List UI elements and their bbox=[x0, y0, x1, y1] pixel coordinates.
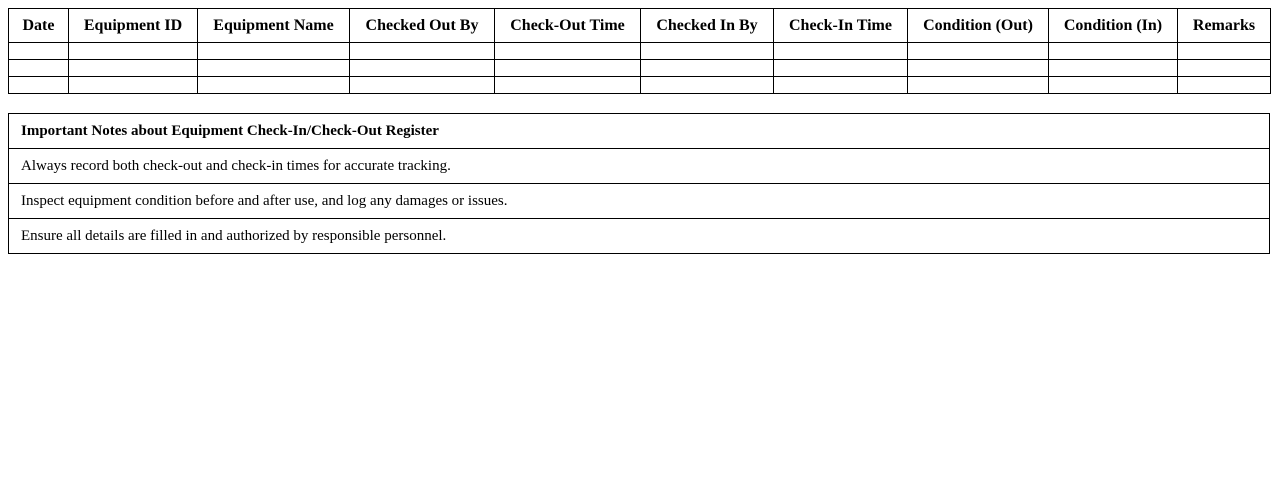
note-row bbox=[9, 184, 1270, 219]
table-cell[interactable] bbox=[9, 77, 69, 94]
table-cell[interactable] bbox=[908, 60, 1049, 77]
notes-title-row bbox=[9, 114, 1270, 149]
note-item: Inspect equipment condition before and after use, and log any damages or issues. bbox=[9, 184, 1270, 219]
table-cell[interactable] bbox=[198, 43, 350, 60]
table-cell[interactable] bbox=[69, 43, 198, 60]
table-cell[interactable] bbox=[641, 60, 774, 77]
table-cell[interactable] bbox=[1178, 43, 1271, 60]
table-cell[interactable] bbox=[774, 43, 908, 60]
table-cell[interactable] bbox=[495, 60, 641, 77]
table-cell[interactable] bbox=[350, 77, 495, 94]
table-cell[interactable] bbox=[774, 77, 908, 94]
table-cell[interactable] bbox=[198, 60, 350, 77]
column-header-date: Date bbox=[9, 9, 69, 43]
column-header-checked-in-by: Checked In By bbox=[641, 9, 774, 43]
table-row bbox=[9, 60, 1271, 77]
column-header-equipment-id: Equipment ID bbox=[69, 9, 198, 43]
table-cell[interactable] bbox=[908, 43, 1049, 60]
table-row bbox=[9, 77, 1271, 94]
table-cell[interactable] bbox=[69, 60, 198, 77]
table-cell[interactable] bbox=[495, 43, 641, 60]
table-row bbox=[9, 43, 1271, 60]
table-cell[interactable] bbox=[9, 60, 69, 77]
column-header-condition-out: Condition (Out) bbox=[908, 9, 1049, 43]
equipment-register-table bbox=[8, 8, 1271, 94]
table-cell[interactable] bbox=[1178, 60, 1271, 77]
table-cell[interactable] bbox=[9, 43, 69, 60]
table-cell[interactable] bbox=[1049, 43, 1178, 60]
column-header-equipment-name: Equipment Name bbox=[198, 9, 350, 43]
table-cell[interactable] bbox=[350, 60, 495, 77]
header-row bbox=[9, 9, 1271, 43]
table-cell[interactable] bbox=[1049, 77, 1178, 94]
note-row bbox=[9, 219, 1270, 254]
column-header-remarks: Remarks bbox=[1178, 9, 1271, 43]
table-cell[interactable] bbox=[1178, 77, 1271, 94]
table-cell[interactable] bbox=[198, 77, 350, 94]
column-header-condition-in: Condition (In) bbox=[1049, 9, 1178, 43]
table-cell[interactable] bbox=[641, 43, 774, 60]
table-cell[interactable] bbox=[1049, 60, 1178, 77]
note-item: Ensure all details are filled in and authorized by responsible personnel. bbox=[9, 219, 1270, 254]
note-row bbox=[9, 149, 1270, 184]
notes-title: Important Notes about Equipment Check-In/Check-Out Register bbox=[9, 114, 1270, 149]
table-cell[interactable] bbox=[908, 77, 1049, 94]
column-header-checked-out-by: Checked Out By bbox=[350, 9, 495, 43]
table-cell[interactable] bbox=[495, 77, 641, 94]
table-cell[interactable] bbox=[641, 77, 774, 94]
important-notes-table bbox=[8, 113, 1270, 254]
table-cell[interactable] bbox=[350, 43, 495, 60]
table-cell[interactable] bbox=[774, 60, 908, 77]
table-cell[interactable] bbox=[69, 77, 198, 94]
column-header-check-in-time: Check-In Time bbox=[774, 9, 908, 43]
column-header-check-out-time: Check-Out Time bbox=[495, 9, 641, 43]
note-item: Always record both check-out and check-in times for accurate tracking. bbox=[9, 149, 1270, 184]
